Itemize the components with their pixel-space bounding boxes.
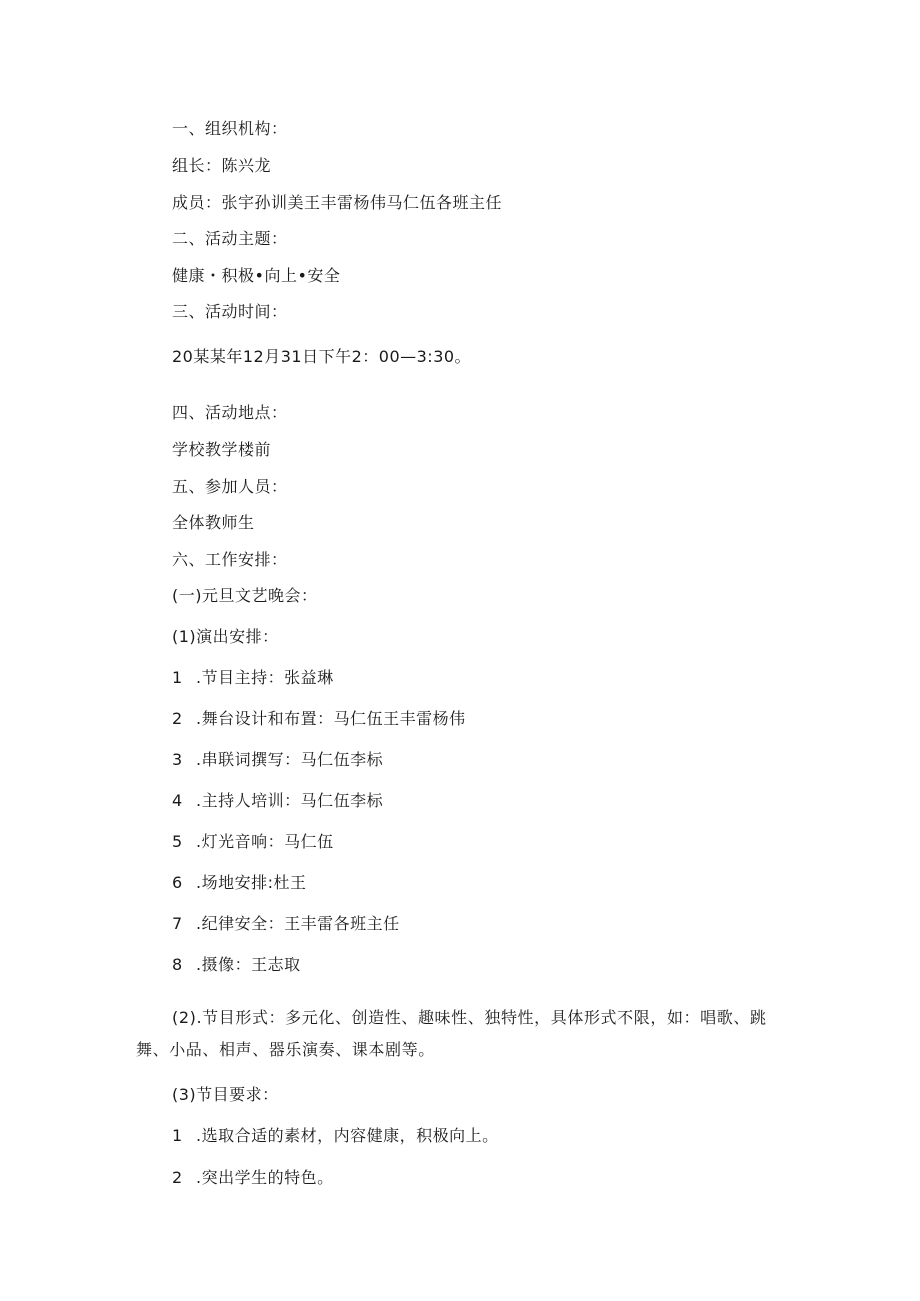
place-line: 学校教学楼前 [172,440,272,459]
list-item-text: .串联词撰写：马仁伍李标 [196,750,384,769]
list-item-text: .舞台设计和布置：马仁伍王丰雷杨伟 [196,709,466,728]
list-item-number: 2 [172,1168,183,1187]
list-item [172,1126,499,1146]
list-item-text: .节目主持：张益琳 [196,668,334,687]
list-item [172,955,301,975]
performance-heading: (1)演出安排： [172,627,279,646]
list-item [172,1168,334,1188]
section-heading-people: 五、参加人员： [172,477,288,496]
list-item [172,873,306,893]
list-item-number: 3 [172,750,183,769]
list-item-text: .纪律安全：王丰雷各班主任 [196,914,400,933]
list-item-number: 2 [172,709,183,728]
program-form-paragraph: (2).节目形式：多元化、创造性、趣味性、独特性，具体形式不限，如：唱歌、跳舞、小品、相声、器乐演奏、课本剧等。 [136,1008,767,1059]
list-item-text: .摄像：王志取 [196,955,301,974]
leader-line: 组长：陈兴龙 [172,156,272,175]
list-item [172,832,334,852]
section-heading-theme: 二、活动主题： [172,229,288,248]
people-line: 全体教师生 [172,513,255,532]
section-heading-arrangement: 六、工作安排： [172,550,288,569]
list-item-text: .场地安排:杜王 [196,873,307,892]
list-item-number: 7 [172,914,183,933]
time-line: 20某某年12月31日下午2：00—3:30。 [172,347,472,366]
section-heading-organization: 一、组织机构： [172,119,288,138]
list-item-number: 8 [172,955,183,974]
list-item-text: .灯光音响：马仁伍 [196,832,334,851]
list-item-text: .主持人培训：马仁伍李标 [196,791,384,810]
subsection-gala: (一)元旦文艺晚会： [172,586,318,605]
list-item-number: 6 [172,873,183,892]
list-item [172,791,383,811]
section-heading-place: 四、活动地点： [172,403,288,422]
list-item-number: 1 [172,1126,183,1145]
list-item-text: .突出学生的特色。 [196,1168,334,1187]
list-item [172,668,334,688]
list-item-number: 5 [172,832,183,851]
list-item [172,914,400,934]
section-heading-time: 三、活动时间： [172,302,288,321]
list-item-number: 1 [172,668,183,687]
list-item [172,750,383,770]
list-item [172,709,466,729]
list-item-text: .选取合适的素材，内容健康，积极向上。 [196,1126,499,1145]
requirements-heading: (3)节目要求： [172,1085,279,1104]
list-item-number: 4 [172,791,183,810]
members-line: 成员：张宇孙训美王丰雷杨伟马仁伍各班主任 [172,193,503,212]
theme-line: 健康・积极•向上•安全 [172,266,341,285]
